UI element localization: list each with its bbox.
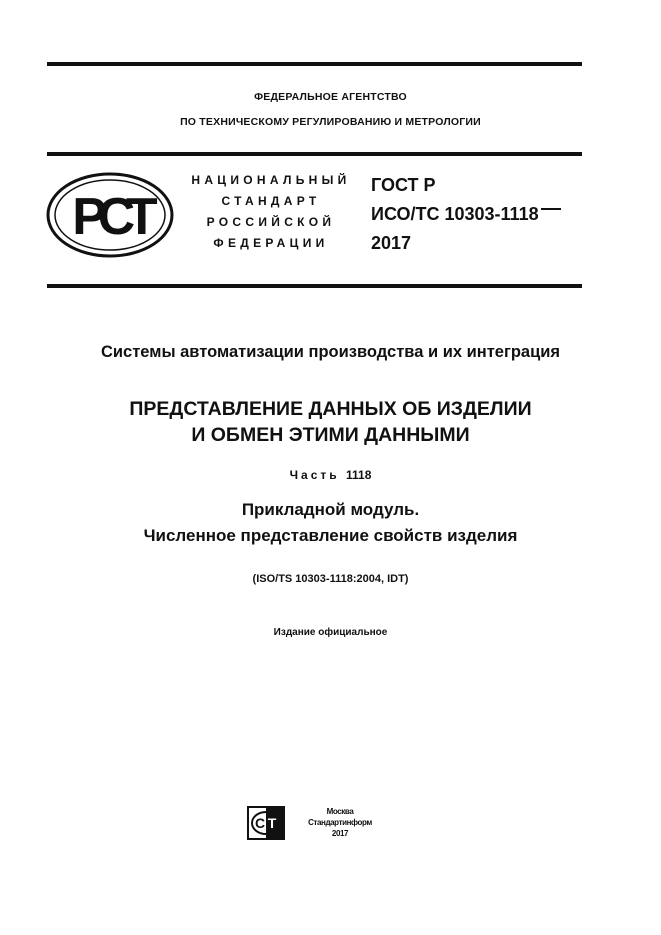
agency-line-1: ФЕДЕРАЛЬНОЕ АГЕНТСТВО: [254, 91, 407, 103]
publisher-city: Москва: [326, 807, 354, 816]
series-title: Системы автоматизации производства и их интеграция: [100, 343, 561, 361]
edition-note: Издание официальное: [273, 627, 388, 638]
national-standard-block: [176, 170, 366, 254]
logo-text: РСТ: [72, 188, 150, 246]
main-title-line-1: ПРЕДСТАВЛЕНИЕ ДАННЫХ ОБ ИЗДЕЛИИ: [129, 398, 532, 420]
subtitle-line-1: Прикладной модуль.: [241, 500, 420, 519]
publisher-block: [296, 806, 384, 839]
svg-text:С: С: [254, 815, 266, 831]
agency-line-2: ПО ТЕХНИЧЕСКОМУ РЕГУЛИРОВАНИЮ И МЕТРОЛОГИИ: [180, 116, 481, 128]
standartinform-mark-icon: [247, 806, 285, 840]
header-bottom-rule: [47, 284, 582, 288]
subtitle: [0, 497, 661, 549]
top-rule: [47, 62, 582, 66]
designation-line-1: ГОСТ Р: [371, 175, 436, 195]
standard-type-line-1: НАЦИОНАЛЬНЫЙ: [191, 173, 351, 187]
part-number: 1118: [346, 468, 372, 482]
publisher-name: Стандартинформ: [308, 818, 372, 827]
subtitle-line-2: Численное представление свойств изделия: [143, 526, 518, 545]
designation-line-2: ИСО/ТС 10303-1118: [371, 204, 539, 224]
standard-designation: [371, 171, 561, 258]
standard-type-line-4: ФЕДЕРАЦИИ: [213, 236, 329, 250]
standard-type-line-3: РОССИЙСКОЙ: [206, 215, 336, 229]
publisher-year: 2017: [331, 829, 349, 838]
svg-text:Т: Т: [267, 815, 277, 831]
standard-type-line-2: СТАНДАРТ: [221, 194, 321, 208]
iso-reference: (ISO/TS 10303-1118:2004, IDT): [252, 573, 409, 585]
header-rule: [47, 152, 582, 156]
main-title-line-2: И ОБМЕН ЭТИМИ ДАННЫМИ: [191, 424, 470, 446]
part-word: Часть: [289, 468, 340, 482]
designation-line-3: 2017: [371, 233, 412, 253]
designation-dash: [541, 208, 561, 210]
part-label: [0, 468, 661, 482]
main-title: [0, 396, 661, 448]
gost-r-certification-mark-icon: [46, 172, 174, 258]
